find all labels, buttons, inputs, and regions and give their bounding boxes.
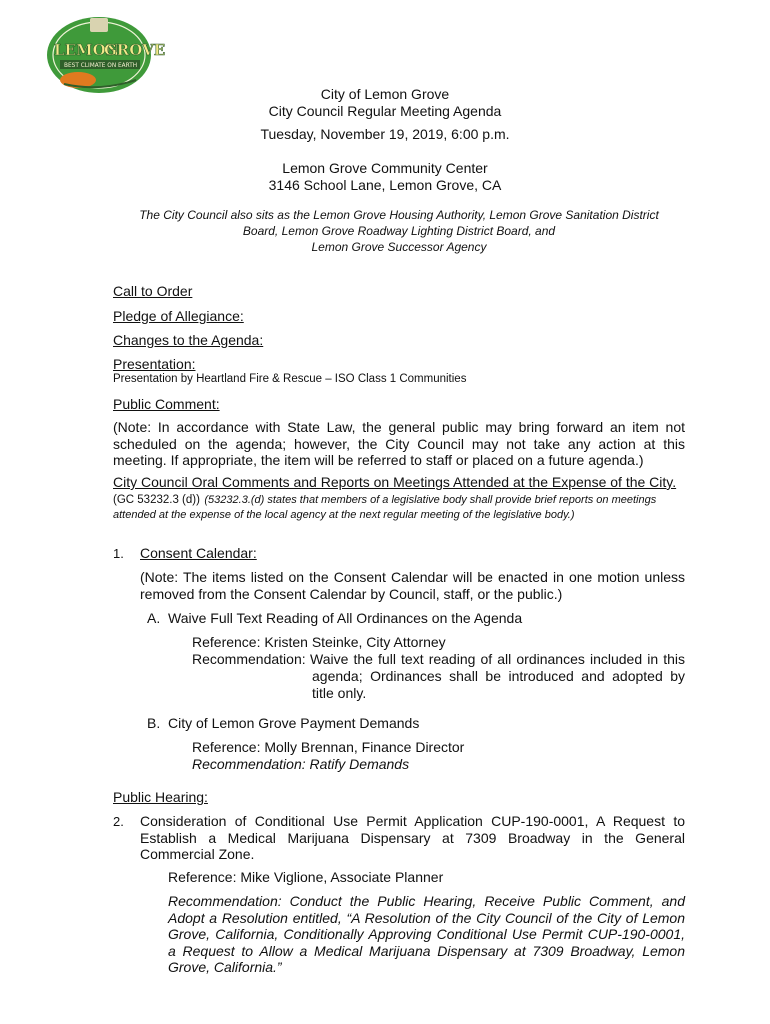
changes-heading: Changes to the Agenda: xyxy=(113,332,264,348)
item-1-number: 1. xyxy=(113,546,124,561)
item-2-recommendation: Recommendation: Conduct the Public Hearing, Receive Public Comment, and Adopt a Resolution entitled, “A Resolution of the City Council of the City of Lemon Grove, California, Conditionally Approving Conditional Use Permit CUP-190-0001, a Request to Allow a Medical Marijuana Dispensary at 7309 Broadway, Lemon Grove, California.” xyxy=(168,893,685,975)
item-1b-label: B. xyxy=(147,715,161,731)
meeting-title: City Council Regular Meeting Agenda xyxy=(268,103,502,119)
item-1a-reference: Reference: Kristen Steinke, City Attorney xyxy=(192,634,446,650)
item-1a-recommendation: Waive the full text reading of all ordinances included in this agenda; Ordinances shall be introduced and adopted by title only. xyxy=(310,651,685,701)
presentation-heading: Presentation: xyxy=(113,356,196,372)
consent-calendar-note: (Note: The items listed on the Consent Calendar will be enacted in one motion unless removed from the Consent Calendar by Council, staff, or the public.) xyxy=(140,569,685,602)
svg-text:LEMON: LEMON xyxy=(54,41,120,59)
item-1a-label: A. xyxy=(147,610,161,626)
item-1b-reference: Reference: Molly Brennan, Finance Director xyxy=(192,739,465,755)
svg-text:BEST CLIMATE ON EARTH: BEST CLIMATE ON EARTH xyxy=(64,63,138,69)
meeting-venue: Lemon Grove Community Center xyxy=(282,160,488,176)
lemon-grove-seal-icon xyxy=(44,14,166,96)
public-hearing-heading: Public Hearing: xyxy=(113,789,208,805)
item-2-reference: Reference: Mike Viglione, Associate Planner xyxy=(168,869,444,885)
oral-reports-gc: (GC 53232.3 (d)) (53232.3.(d) states that members of a legislative body shall provide brief reports on meetings attended at the expense of the local agency at the next regular meeting of the legislative body.) xyxy=(113,494,657,521)
item-2-number: 2. xyxy=(113,814,124,829)
item-1a-title: Waive Full Text Reading of All Ordinances on the Agenda xyxy=(168,610,523,626)
public-comment-heading: Public Comment: xyxy=(113,396,220,412)
item-1b-recommendation: Recommendation: Ratify Demands xyxy=(192,756,410,772)
consent-calendar-heading: Consent Calendar: xyxy=(140,545,257,561)
city-name: City of Lemon Grove xyxy=(320,86,450,102)
meeting-datetime: Tuesday, November 19, 2019, 6:00 p.m. xyxy=(260,126,510,142)
presentation-item: Presentation by Heartland Fire & Rescue – ISO Class 1 Communities xyxy=(113,373,467,385)
meeting-address: 3146 School Lane, Lemon Grove, CA xyxy=(268,177,502,193)
item-1a-rec-label: Recommendation: xyxy=(192,651,306,667)
public-comment-note: (Note: In accordance with State Law, the general public may bring forward an item not scheduled on the agenda; however, the City Council may not take any action at this meeting. If appropriate, the item will be referred to staff or placed on a future agenda.) xyxy=(113,419,685,468)
oral-reports-heading: City Council Oral Comments and Reports on Meetings Attended at the Expense of the City. xyxy=(113,474,677,490)
item-2-title: Consideration of Conditional Use Permit Application CUP-190-0001, A Request to Establish a Medical Marijuana Dispensary at 7309 Broadway in the General Commercial Zone. xyxy=(140,813,685,862)
pledge-heading: Pledge of Allegiance: xyxy=(113,308,244,324)
svg-text:GROVE: GROVE xyxy=(104,41,166,59)
item-1b-title: City of Lemon Grove Payment Demands xyxy=(168,715,420,731)
call-to-order-heading: Call to Order xyxy=(113,283,193,299)
council-roles-note: The City Council also sits as the Lemon Grove Housing Authority, Lemon Grove Sanitation District Board, Lemon Grove Roadway Lighting District Board, and Lemon Grove Successor Agency xyxy=(139,208,659,254)
city-logo xyxy=(44,14,166,96)
